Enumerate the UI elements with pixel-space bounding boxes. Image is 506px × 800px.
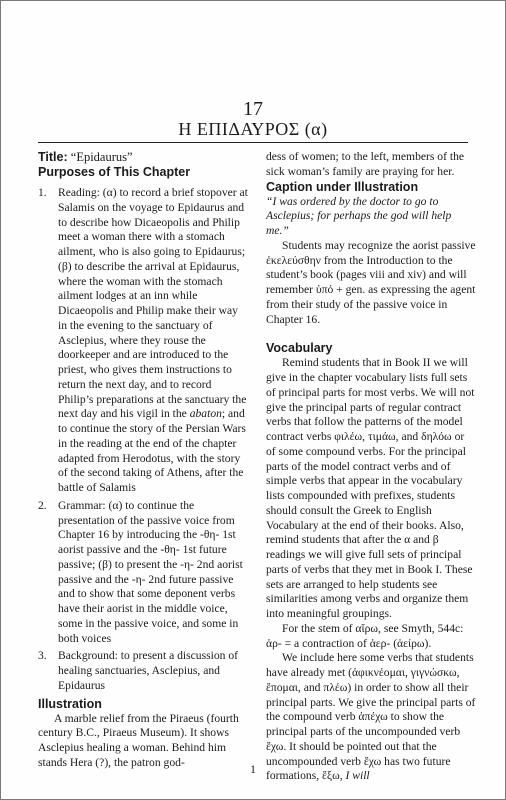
vocabulary-paragraph-3-text: We include here some verbs that students have already met (ἀφικνέομαι, γιγνώσκω, ἕπομαι, and πλέω) in order to show all their principal parts. We give the principal parts of the compound verb ἀπέχω to show the principal parts of the uncompounded verb ἔχω. It should be pointed out that the uncompounded verb ἔχω has two future formations, ἕξω,	[266, 651, 476, 783]
vocabulary-paragraph-1: Remind students that in Book II we will give in the chapter vocabulary lists full sets of principal parts for most verbs. We will not give the principal parts of regular contract verbs that follow the patterns of the model contract verbs φιλέω, τιμάω, and δηλόω or of some compound verbs. For the principal parts of the model contract verbs and of simple verbs that appear in the vocabulary lists compounded with prefixes, students should consult the Greek to English Vocabulary at the end of their books. Also, remind students that after the α and β readings we will give full sets of principal parts of verbs that they met in Book I. These sets are arranged to help students see similarities among verbs and organize them into meaningful groupings.	[266, 356, 475, 620]
caption-heading: Caption under Illustration	[266, 179, 419, 194]
title-line	[38, 150, 248, 165]
chapter-title: Η ΕΠΙΔΑΥΡΟΣ (α)	[178, 119, 328, 139]
page-number: 1	[250, 762, 256, 776]
abaton-term: abaton	[189, 407, 222, 421]
caption-note: Students may recognize the aorist passive ἐκελεύσθην from the Introduction to the student’s book (pages viii and xiv) and will remember ὑπό + gen. as expressing the agent from their study of the passive voice in Chapter 16.	[266, 238, 476, 326]
purpose-number: 3.	[38, 649, 47, 663]
chapter-number: 17	[243, 98, 263, 120]
purposes-heading: Purposes of This Chapter	[38, 165, 191, 179]
left-column	[38, 150, 248, 771]
purpose-number: 1.	[38, 186, 47, 199]
illustration-text: A marble relief from the Piraeus (fourth century B.C., Piraeus Museum). It shows Asclepius healing a woman. Behind him stands Hera (?), the patron god-	[38, 711, 239, 769]
purpose-item-1	[38, 186, 248, 496]
vocabulary-paragraph-2: For the stem of αἴρω, see Smyth, 544c: ἀρ- = a contraction of ἀερ- (ἀείρω).	[266, 621, 464, 650]
vocabulary-heading: Vocabulary	[266, 341, 333, 356]
purpose-text-tail: ; and to continue the story of the Persian Wars in the reading at the end of the chapter adapted from Herodotus, with the story of the second taking of Athens, after the battle of Salamis	[58, 407, 246, 494]
caption-text: “I was ordered by the doctor to go to Asclepius; for perhaps the god will help me.”	[266, 194, 452, 237]
title-label: Title:	[38, 150, 68, 164]
purpose-item-2	[38, 499, 248, 647]
purpose-number: 2.	[38, 498, 47, 512]
purpose-text: Background: to present a discussion of healing sanctuaries, Asclepius, and Epidaurus	[58, 649, 238, 692]
purpose-text: Reading: (α) to record a brief stopover at Salamis on the voyage to Epidaurus and to describe how Dicaeopolis and Philip meet a woman there with a stomach ailment, who is also going to Epidaurus; (β) to describe the arrival at Epidaurus, where the woman with the stomach ailment lodges at an inn while Dicaeopolis and Philip make their way in the evening to the sanctuary of Asclepius, where they rouse the doorkeeper and are introduced to the priest, who gives them instructions to return the next day, and to record Philip’s preparations at the sanctuary the next day and his vigil in the	[58, 186, 248, 421]
purpose-text: Grammar: (α) to continue the presentation of the passive voice from Chapter 16 by introducing the -θη- 1st aorist passive and the -θη- 1st future passive; (β) to present the -η- 2nd aorist passive and the -η- 2nd future passive and to show that some deponent verbs have their aorist in the middle voice, some in the passive voice, and some in both voices	[58, 498, 243, 645]
title-rule	[38, 142, 468, 143]
title-value: “Epidaurus”	[67, 150, 133, 164]
vocabulary-paragraph-3-italic: I will	[345, 769, 370, 783]
right-column	[266, 150, 476, 784]
purposes-list	[38, 186, 248, 694]
illustration-heading: Illustration	[38, 696, 102, 711]
illustration-continued: dess of women; to the left, members of the sick woman’s family are praying for her.	[266, 150, 465, 178]
purpose-item-3	[38, 649, 248, 693]
